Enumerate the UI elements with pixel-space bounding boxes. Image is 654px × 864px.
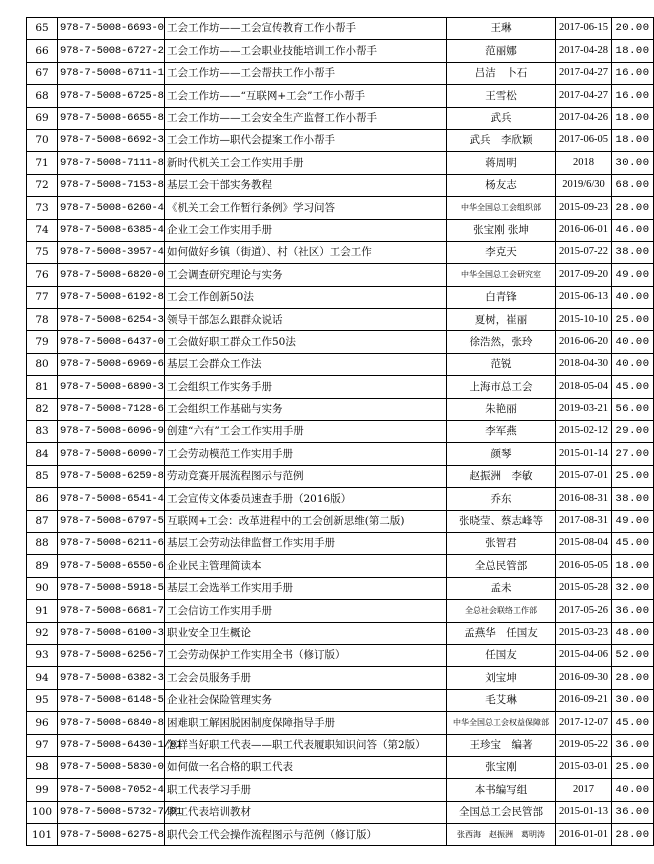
price-cell: 25.00	[612, 756, 654, 778]
table-row	[27, 734, 654, 756]
row-number: 79	[27, 331, 58, 353]
title-cell: 基层工会选举工作实用手册	[165, 577, 447, 599]
title-cell: 职工代表学习手册	[165, 779, 447, 801]
date-cell: 2015-07-01	[556, 465, 612, 487]
author-cell: 徐浩然，张玲	[447, 331, 556, 353]
title-cell: 工会组织工作基础与实务	[165, 398, 447, 420]
table-row	[27, 219, 654, 241]
author-cell: 全总民管部	[447, 555, 556, 577]
row-number: 98	[27, 756, 58, 778]
row-number: 78	[27, 309, 58, 331]
table-row	[27, 40, 654, 62]
date-cell: 2015-01-13	[556, 801, 612, 823]
date-cell: 2015-09-23	[556, 197, 612, 219]
author-cell: 李军燕	[447, 421, 556, 443]
table-row	[27, 488, 654, 510]
price-cell: 25.00	[612, 309, 654, 331]
author-cell: 蒋周明	[447, 152, 556, 174]
table-row	[27, 62, 654, 84]
isbn-cell: 978-7-5008-6090-7	[58, 443, 165, 465]
author-cell: 任国友	[447, 644, 556, 666]
isbn-cell: 978-7-5008-6550-6	[58, 555, 165, 577]
author-cell: 孟燕华 任国友	[447, 622, 556, 644]
table-row	[27, 398, 654, 420]
table-row	[27, 421, 654, 443]
author-cell: 白青锋	[447, 286, 556, 308]
title-cell: 工会工作坊——工会安全生产监督工作小帮手	[165, 107, 447, 129]
author-cell: 王琳	[447, 18, 556, 40]
title-cell: 基层工会群众工作法	[165, 353, 447, 375]
title-cell: 企业工会工作实用手册	[165, 219, 447, 241]
date-cell: 2017-04-27	[556, 85, 612, 107]
price-cell: 68.00	[612, 174, 654, 196]
book-list-body	[27, 18, 654, 846]
row-number: 72	[27, 174, 58, 196]
isbn-cell: 978-7-5008-7111-8	[58, 152, 165, 174]
author-cell: 夏树，崔丽	[447, 309, 556, 331]
table-row	[27, 197, 654, 219]
table-row	[27, 801, 654, 823]
date-cell: 2019-05-22	[556, 734, 612, 756]
row-number: 94	[27, 667, 58, 689]
author-cell: 张晓莹、蔡志峰等	[447, 510, 556, 532]
isbn-cell: 978-7-5008-3957-4	[58, 241, 165, 263]
price-cell: 40.00	[612, 331, 654, 353]
date-cell: 2018-04-30	[556, 353, 612, 375]
table-row	[27, 18, 654, 40]
date-cell: 2017-06-15	[556, 18, 612, 40]
row-number: 68	[27, 85, 58, 107]
isbn-cell: 978-7-5008-6693-0	[58, 18, 165, 40]
date-cell: 2016-09-30	[556, 667, 612, 689]
author-cell: 吕洁 卜石	[447, 62, 556, 84]
isbn-cell: 978-7-5008-6254-3	[58, 309, 165, 331]
date-cell: 2019/6/30	[556, 174, 612, 196]
date-cell: 2017-05-26	[556, 600, 612, 622]
author-cell: 武兵 李欣颖	[447, 129, 556, 151]
table-row	[27, 241, 654, 263]
date-cell: 2015-04-06	[556, 644, 612, 666]
table-row	[27, 376, 654, 398]
author-cell: 张智君	[447, 532, 556, 554]
isbn-cell: 978-7-5008-6260-4	[58, 197, 165, 219]
author-cell: 毛艾琳	[447, 689, 556, 711]
title-cell: 工会工作创新50法	[165, 286, 447, 308]
table-row	[27, 264, 654, 286]
price-cell: 49.00	[612, 510, 654, 532]
date-cell: 2017-06-05	[556, 129, 612, 151]
date-cell: 2018-05-04	[556, 376, 612, 398]
author-cell: 乔东	[447, 488, 556, 510]
title-cell: 工会做好职工群众工作50法	[165, 331, 447, 353]
title-cell: 基层工会劳动法律监督工作实用手册	[165, 532, 447, 554]
row-number: 83	[27, 421, 58, 443]
title-cell: 《机关工会工作暂行条例》学习问答	[165, 197, 447, 219]
price-cell: 36.00	[612, 734, 654, 756]
author-cell: 中华全国总工会研究室	[447, 264, 556, 286]
row-number: 81	[27, 376, 58, 398]
date-cell: 2019-03-21	[556, 398, 612, 420]
row-number: 65	[27, 18, 58, 40]
row-number: 95	[27, 689, 58, 711]
title-cell: 企业社会保险管理实务	[165, 689, 447, 711]
date-cell: 2015-02-12	[556, 421, 612, 443]
title-cell: 如何做好乡镇（街道）、村（社区）工会工作	[165, 241, 447, 263]
author-cell: 上海市总工会	[447, 376, 556, 398]
title-cell: 新时代机关工会工作实用手册	[165, 152, 447, 174]
table-row	[27, 107, 654, 129]
date-cell: 2015-01-14	[556, 443, 612, 465]
date-cell: 2018	[556, 152, 612, 174]
price-cell: 38.00	[612, 241, 654, 263]
table-row	[27, 622, 654, 644]
author-cell: 颜琴	[447, 443, 556, 465]
table-row	[27, 689, 654, 711]
table-row	[27, 129, 654, 151]
row-number: 91	[27, 600, 58, 622]
isbn-cell: 978-7-5008-6655-8	[58, 107, 165, 129]
price-cell: 45.00	[612, 532, 654, 554]
isbn-cell: 978-7-5008-6259-8	[58, 465, 165, 487]
title-cell: 怎样当好职工代表——职工代表履职知识问答（第2版）	[165, 734, 447, 756]
isbn-cell: 978-7-5008-6840-8	[58, 712, 165, 734]
date-cell: 2015-07-22	[556, 241, 612, 263]
isbn-cell: 978-7-5008-6541-4	[58, 488, 165, 510]
date-cell: 2016-08-31	[556, 488, 612, 510]
row-number: 92	[27, 622, 58, 644]
title-cell: 工会调查研究理论与实务	[165, 264, 447, 286]
isbn-cell: 978-7-5008-6096-9	[58, 421, 165, 443]
isbn-cell: 978-7-5008-6681-7	[58, 600, 165, 622]
price-cell: 28.00	[612, 824, 654, 846]
price-cell: 18.00	[612, 107, 654, 129]
isbn-cell: 978-7-5008-6256-7	[58, 644, 165, 666]
author-cell: 杨友志	[447, 174, 556, 196]
title-cell: 职工代表培训教材	[165, 801, 447, 823]
isbn-cell: 978-7-5008-6711-1	[58, 62, 165, 84]
table-row	[27, 779, 654, 801]
price-cell: 49.00	[612, 264, 654, 286]
title-cell: 职代会工代会操作流程图示与范例（修订版）	[165, 824, 447, 846]
isbn-cell: 978-7-5008-6969-6	[58, 353, 165, 375]
table-row	[27, 824, 654, 846]
row-number: 101	[27, 824, 58, 846]
author-cell: 武兵	[447, 107, 556, 129]
author-cell: 王珍宝 编著	[447, 734, 556, 756]
table-row	[27, 577, 654, 599]
title-cell: 工会工作坊——工会职业技能培训工作小帮手	[165, 40, 447, 62]
price-cell: 40.00	[612, 286, 654, 308]
row-number: 85	[27, 465, 58, 487]
price-cell: 36.00	[612, 801, 654, 823]
price-cell: 18.00	[612, 555, 654, 577]
price-cell: 16.00	[612, 62, 654, 84]
date-cell: 2016-06-01	[556, 219, 612, 241]
price-cell: 25.00	[612, 465, 654, 487]
isbn-cell: 978-7-5008-5732-7/01	[58, 801, 165, 823]
date-cell: 2015-08-04	[556, 532, 612, 554]
table-row	[27, 353, 654, 375]
title-cell: 工会劳动模范工作实用手册	[165, 443, 447, 465]
title-cell: 困难职工解困脱困制度保障指导手册	[165, 712, 447, 734]
isbn-cell: 978-7-5008-6382-3	[58, 667, 165, 689]
row-number: 71	[27, 152, 58, 174]
isbn-cell: 978-7-5008-7052-4	[58, 779, 165, 801]
isbn-cell: 978-7-5008-6100-3	[58, 622, 165, 644]
title-cell: 基层工会干部实务教程	[165, 174, 447, 196]
price-cell: 38.00	[612, 488, 654, 510]
table-row	[27, 532, 654, 554]
date-cell: 2015-03-01	[556, 756, 612, 778]
row-number: 75	[27, 241, 58, 263]
row-number: 77	[27, 286, 58, 308]
isbn-cell: 978-7-5008-6275-8	[58, 824, 165, 846]
date-cell: 2016-01-01	[556, 824, 612, 846]
isbn-cell: 978-7-5008-6797-5	[58, 510, 165, 532]
table-row	[27, 756, 654, 778]
date-cell: 2015-06-13	[556, 286, 612, 308]
author-cell: 范锐	[447, 353, 556, 375]
isbn-cell: 978-7-5008-6192-8	[58, 286, 165, 308]
row-number: 87	[27, 510, 58, 532]
title-cell: 领导干部怎么跟群众说话	[165, 309, 447, 331]
price-cell: 30.00	[612, 152, 654, 174]
isbn-cell: 978-7-5008-6437-0	[58, 331, 165, 353]
table-row	[27, 667, 654, 689]
table-row	[27, 465, 654, 487]
title-cell: 工会组织工作实务手册	[165, 376, 447, 398]
row-number: 82	[27, 398, 58, 420]
table-row	[27, 152, 654, 174]
row-number: 84	[27, 443, 58, 465]
isbn-cell: 978-7-5008-6890-3	[58, 376, 165, 398]
price-cell: 36.00	[612, 600, 654, 622]
title-cell: 工会信访工作实用手册	[165, 600, 447, 622]
author-cell: 孟未	[447, 577, 556, 599]
author-cell: 范丽娜	[447, 40, 556, 62]
row-number: 96	[27, 712, 58, 734]
row-number: 90	[27, 577, 58, 599]
date-cell: 2016-05-05	[556, 555, 612, 577]
author-cell: 赵振洲 李敏	[447, 465, 556, 487]
date-cell: 2017-04-28	[556, 40, 612, 62]
row-number: 86	[27, 488, 58, 510]
title-cell: 工会会员服务手册	[165, 667, 447, 689]
date-cell: 2017-12-07	[556, 712, 612, 734]
title-cell: 工会工作坊—职代会提案工作小帮手	[165, 129, 447, 151]
row-number: 100	[27, 801, 58, 823]
author-cell: 全国总工会民管部	[447, 801, 556, 823]
isbn-cell: 978-7-5008-6148-5	[58, 689, 165, 711]
table-row	[27, 85, 654, 107]
title-cell: 互联网+工会：改革进程中的工会创新思维(第二版)	[165, 510, 447, 532]
row-number: 76	[27, 264, 58, 286]
price-cell: 48.00	[612, 622, 654, 644]
price-cell: 45.00	[612, 712, 654, 734]
title-cell: 职业安全卫生概论	[165, 622, 447, 644]
price-cell: 46.00	[612, 219, 654, 241]
author-cell: 朱艳丽	[447, 398, 556, 420]
title-cell: 工会工作坊——工会宣传教育工作小帮手	[165, 18, 447, 40]
row-number: 66	[27, 40, 58, 62]
table-row	[27, 331, 654, 353]
title-cell: 工会工作坊——工会帮扶工作小帮手	[165, 62, 447, 84]
table-row	[27, 600, 654, 622]
table-row	[27, 174, 654, 196]
author-cell: 中华全国总工会权益保障部	[447, 712, 556, 734]
date-cell: 2017	[556, 779, 612, 801]
isbn-cell: 978-7-5008-6725-8	[58, 85, 165, 107]
date-cell: 2015-05-28	[556, 577, 612, 599]
title-cell: 创建“六有”工会工作实用手册	[165, 421, 447, 443]
author-cell: 张西海 赵振洲 葛明涛	[447, 824, 556, 846]
price-cell: 40.00	[612, 353, 654, 375]
author-cell: 本书编写组	[447, 779, 556, 801]
price-cell: 45.00	[612, 376, 654, 398]
date-cell: 2016-09-21	[556, 689, 612, 711]
isbn-cell: 978-7-5008-6820-0	[58, 264, 165, 286]
author-cell: 刘宝坤	[447, 667, 556, 689]
table-row	[27, 555, 654, 577]
isbn-cell: 978-7-5008-7128-6	[58, 398, 165, 420]
author-cell: 张宝刚	[447, 756, 556, 778]
row-number: 73	[27, 197, 58, 219]
row-number: 67	[27, 62, 58, 84]
row-number: 97	[27, 734, 58, 756]
date-cell: 2016-06-20	[556, 331, 612, 353]
isbn-cell: 978-7-5008-6430-1/01	[58, 734, 165, 756]
table-row	[27, 510, 654, 532]
price-cell: 16.00	[612, 85, 654, 107]
price-cell: 29.00	[612, 421, 654, 443]
price-cell: 30.00	[612, 689, 654, 711]
isbn-cell: 978-7-5008-6385-4	[58, 219, 165, 241]
row-number: 89	[27, 555, 58, 577]
row-number: 70	[27, 129, 58, 151]
date-cell: 2017-04-27	[556, 62, 612, 84]
price-cell: 28.00	[612, 197, 654, 219]
price-cell: 18.00	[612, 129, 654, 151]
date-cell: 2017-09-20	[556, 264, 612, 286]
row-number: 88	[27, 532, 58, 554]
price-cell: 20.00	[612, 18, 654, 40]
row-number: 93	[27, 644, 58, 666]
price-cell: 27.00	[612, 443, 654, 465]
price-cell: 56.00	[612, 398, 654, 420]
author-cell: 李克天	[447, 241, 556, 263]
row-number: 80	[27, 353, 58, 375]
isbn-cell: 978-7-5008-5918-5	[58, 577, 165, 599]
author-cell: 中华全国总工会组织部	[447, 197, 556, 219]
table-row	[27, 644, 654, 666]
isbn-cell: 978-7-5008-6211-6	[58, 532, 165, 554]
price-cell: 40.00	[612, 779, 654, 801]
price-cell: 32.00	[612, 577, 654, 599]
title-cell: 劳动竞赛开展流程图示与范例	[165, 465, 447, 487]
date-cell: 2017-04-26	[556, 107, 612, 129]
title-cell: 工会劳动保护工作实用全书（修订版）	[165, 644, 447, 666]
price-cell: 18.00	[612, 40, 654, 62]
table-row	[27, 286, 654, 308]
book-list-table	[26, 17, 654, 846]
row-number: 69	[27, 107, 58, 129]
title-cell: 工会宣传文体委员速查手册（2016版）	[165, 488, 447, 510]
title-cell: 如何做一名合格的职工代表	[165, 756, 447, 778]
table-row	[27, 309, 654, 331]
row-number: 99	[27, 779, 58, 801]
author-cell: 王雪松	[447, 85, 556, 107]
date-cell: 2015-03-23	[556, 622, 612, 644]
author-cell: 全总社会联络工作部	[447, 600, 556, 622]
price-cell: 52.00	[612, 644, 654, 666]
table-row	[27, 712, 654, 734]
date-cell: 2017-08-31	[556, 510, 612, 532]
isbn-cell: 978-7-5008-6727-2	[58, 40, 165, 62]
table-row	[27, 443, 654, 465]
isbn-cell: 978-7-5008-6692-3	[58, 129, 165, 151]
row-number: 74	[27, 219, 58, 241]
title-cell: 工会工作坊——“互联网+工会”工作小帮手	[165, 85, 447, 107]
isbn-cell: 978-7-5008-5830-0	[58, 756, 165, 778]
isbn-cell: 978-7-5008-7153-8	[58, 174, 165, 196]
title-cell: 企业民主管理简读本	[165, 555, 447, 577]
author-cell: 张宝刚 张坤	[447, 219, 556, 241]
date-cell: 2015-10-10	[556, 309, 612, 331]
price-cell: 28.00	[612, 667, 654, 689]
